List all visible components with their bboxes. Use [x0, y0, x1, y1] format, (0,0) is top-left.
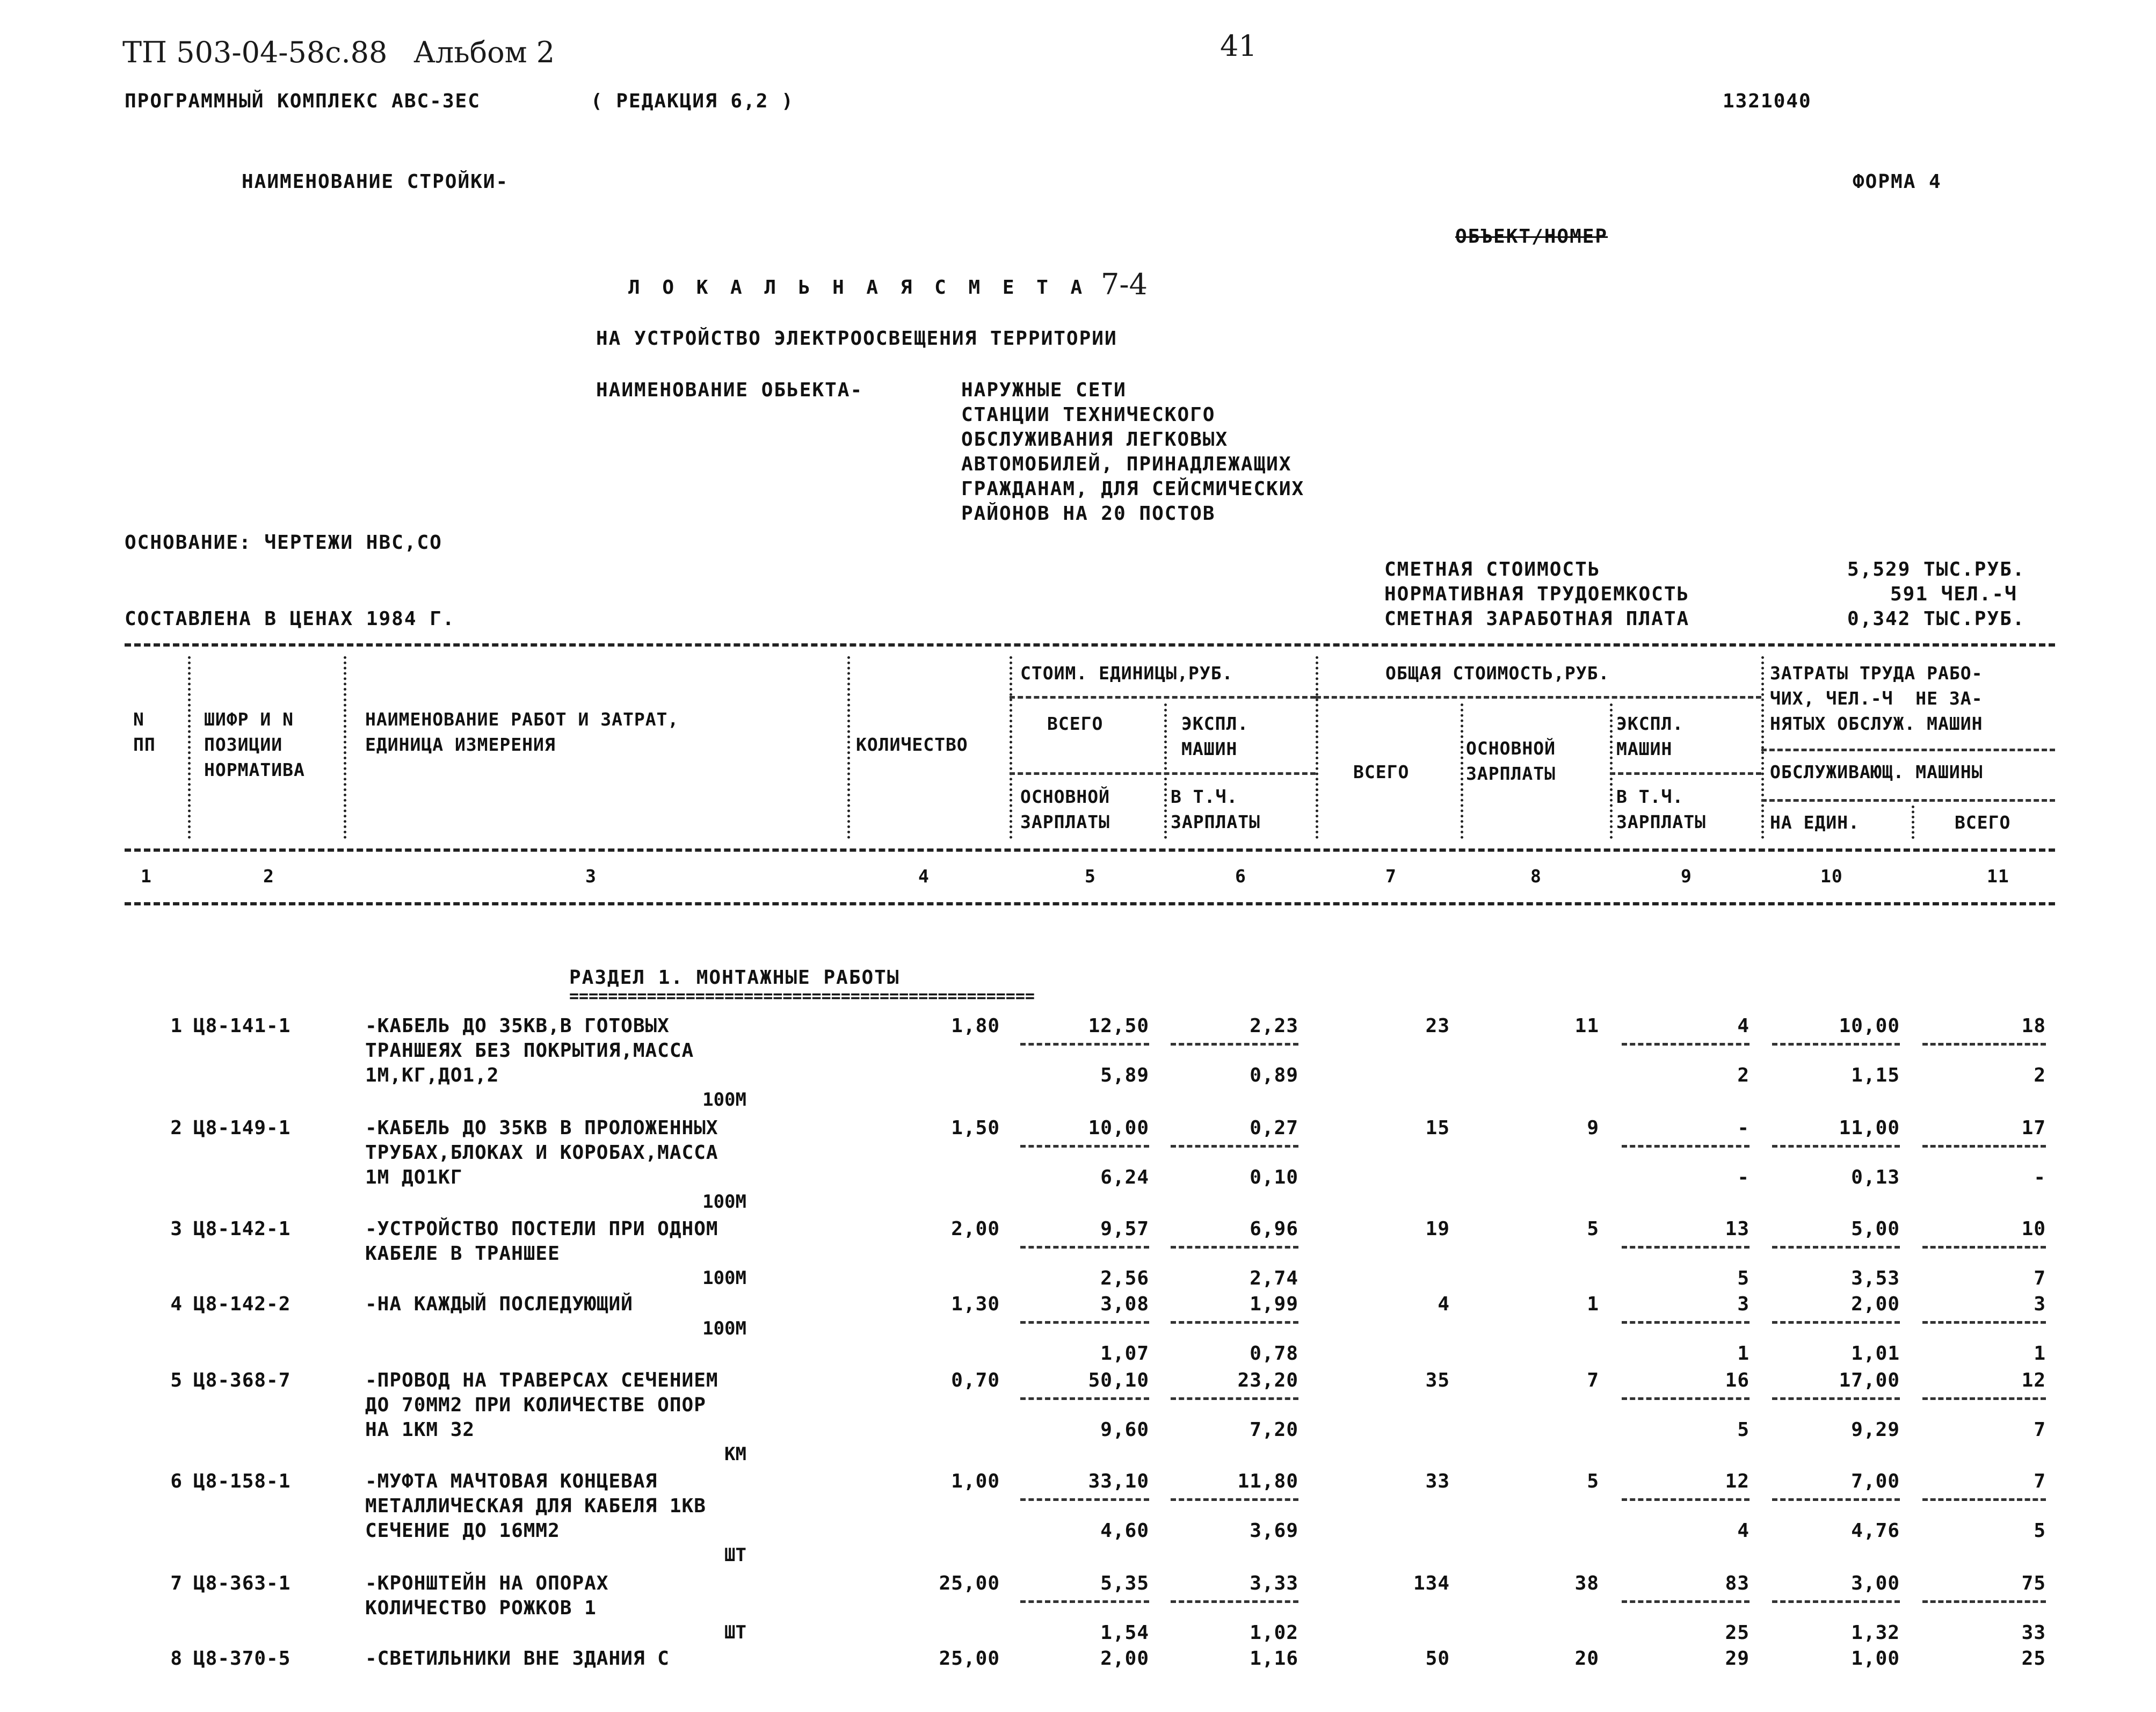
col-header-code: ШИФР И N ПОЗИЦИИ НОРМАТИВА: [204, 709, 305, 780]
labor-machines-per-unit: 1,32: [1851, 1622, 1900, 1644]
cell-divider: [1171, 1321, 1298, 1324]
prices-text: СОСТАВЛЕНА В ЦЕНАХ 1984 Г.: [125, 608, 455, 630]
unit-cost-machine: 3,33: [1250, 1572, 1298, 1594]
summary-value: 0,342 ТЫС.РУБ.: [1847, 608, 2026, 630]
col-separator: [1461, 703, 1463, 839]
total-machine-wage: 1: [1737, 1343, 1750, 1365]
total-machine: 4: [1737, 1015, 1750, 1037]
labor-machines-per-unit: 1,01: [1851, 1343, 1900, 1365]
cell-divider: [1922, 1145, 2046, 1148]
row-number: 2: [170, 1117, 183, 1139]
work-description: МЕТАЛЛИЧЕСКАЯ ДЛЯ КАБЕЛЯ 1КВ: [365, 1495, 706, 1517]
total-base-wage: 7: [1587, 1369, 1599, 1391]
measure-unit: ШТ: [724, 1544, 746, 1566]
cell-divider: [1171, 1600, 1298, 1603]
cell-divider: [1622, 1498, 1750, 1501]
total-machine-wage: 5: [1737, 1419, 1750, 1441]
total-machine-wage: 4: [1737, 1520, 1750, 1542]
col-header-description: НАИМЕНОВАНИЕ РАБОТ И ЗАТРАТ, ЕДИНИЦА ИЗМЕРЕНИЯ: [365, 709, 679, 755]
cell-divider: [1020, 1498, 1149, 1501]
cell-divider: [1922, 1321, 2046, 1324]
measure-unit: КМ: [724, 1443, 746, 1465]
quantity: 25,00: [939, 1572, 1000, 1594]
work-description: СЕЧЕНИЕ ДО 16ММ2: [365, 1520, 560, 1542]
quantity: 1,30: [951, 1293, 1000, 1315]
total-machine-wage: 25: [1725, 1622, 1750, 1644]
col-number: 8: [1530, 866, 1542, 887]
quantity: 0,70: [951, 1369, 1000, 1391]
work-description: -СВЕТИЛЬНИКИ ВНЕ ЗДАНИЯ С: [365, 1648, 670, 1670]
total-base-wage: 20: [1574, 1648, 1599, 1670]
unit-machine-wage: 2,74: [1250, 1267, 1298, 1289]
col-number: 2: [263, 866, 274, 887]
cell-divider: [1772, 1600, 1900, 1603]
col-header-unit-machine: ЭКСПЛ. МАШИН: [1181, 713, 1249, 759]
header-sub-rule: [1761, 749, 2055, 751]
cell-divider: [1020, 1246, 1149, 1249]
col-number: 9: [1681, 866, 1692, 887]
row-number: 7: [170, 1572, 183, 1594]
labor-per-unit: 11,00: [1839, 1117, 1900, 1139]
labor-total: 12: [2021, 1369, 2046, 1391]
cell-divider: [1772, 1043, 1900, 1046]
cell-divider: [1772, 1397, 1900, 1400]
measure-unit: 100М: [702, 1318, 746, 1339]
object-name-line: АВТОМОБИЛЕЙ, ПРИНАДЛЕЖАЩИХ: [961, 453, 1292, 475]
norm-code: Ц8-142-1: [193, 1218, 291, 1240]
col-number: 4: [918, 866, 930, 887]
total-machine: 3: [1737, 1293, 1750, 1315]
unit-cost-machine: 1,99: [1250, 1293, 1298, 1315]
col-separator: [847, 656, 850, 839]
labor-per-unit: 3,00: [1851, 1572, 1900, 1594]
cell-divider: [1171, 1397, 1298, 1400]
unit-base-wage: 4,60: [1100, 1520, 1149, 1542]
quantity: 2,00: [951, 1218, 1000, 1240]
unit-machine-wage: 3,69: [1250, 1520, 1298, 1542]
unit-cost-total: 2,00: [1100, 1648, 1149, 1670]
unit-cost-machine: 11,80: [1237, 1470, 1298, 1492]
summary-value: 5,529 ТЫС.РУБ.: [1847, 558, 2026, 581]
cell-divider: [1020, 1321, 1149, 1324]
norm-code: Ц8-370-5: [193, 1648, 291, 1670]
norm-code: Ц8-368-7: [193, 1369, 291, 1391]
col-header-quantity: КОЛИЧЕСТВО: [856, 734, 968, 755]
labor-machines-total: 5: [2034, 1520, 2046, 1542]
total-machine-wage: -: [1737, 1166, 1750, 1188]
row-number: 6: [170, 1470, 183, 1492]
col-header-unit-base-wage: ОСНОВНОЙ ЗАРПЛАТЫ: [1020, 786, 1110, 832]
labor-per-unit: 5,00: [1851, 1218, 1900, 1240]
labor-per-unit: 17,00: [1839, 1369, 1900, 1391]
total-cost: 35: [1425, 1369, 1450, 1391]
labor-machines-total: 7: [2034, 1419, 2046, 1441]
unit-cost-total: 12,50: [1088, 1015, 1149, 1037]
col-header-per-unit: НА ЕДИН.: [1770, 812, 1860, 833]
estimate-title: Л О К А Л Ь Н А Я С М Е Т А: [628, 277, 1088, 299]
sheet-id: 1321040: [1723, 90, 1812, 112]
summary-label: СМЕТНАЯ СТОИМОСТЬ: [1384, 558, 1601, 581]
header-sub-rule: [1010, 696, 1316, 699]
unit-cost-machine: 2,23: [1250, 1015, 1298, 1037]
work-description: -КАБЕЛЬ ДО 35КВ,В ГОТОВЫХ: [365, 1015, 670, 1037]
total-cost: 33: [1425, 1470, 1450, 1492]
labor-machines-total: 1: [2034, 1343, 2046, 1365]
unit-machine-wage: 0,78: [1250, 1343, 1298, 1365]
col-header-unit-incl-wage: В Т.Ч. ЗАРПЛАТЫ: [1171, 786, 1260, 832]
summary-label: СМЕТНАЯ ЗАРАБОТНАЯ ПЛАТА: [1384, 608, 1690, 630]
work-description: ТРУБАХ,БЛОКАХ И КОРОБАХ,МАССА: [365, 1142, 718, 1164]
unit-base-wage: 6,24: [1100, 1166, 1149, 1188]
object-name-line: ОБСЛУЖИВАНИЯ ЛЕГКОВЫХ: [961, 429, 1229, 451]
col-header-total-cost: ОБЩАЯ СТОИМОСТЬ,РУБ.: [1385, 663, 1610, 684]
summary-value: 591 ЧЕЛ.-Ч: [1890, 583, 2017, 605]
cell-divider: [1020, 1145, 1149, 1148]
work-description: -КАБЕЛЬ ДО 35КВ В ПРОЛОЖЕННЫХ: [365, 1117, 718, 1139]
unit-machine-wage: 1,02: [1250, 1622, 1298, 1644]
col-header-unit-all: ВСЕГО: [1047, 713, 1104, 734]
work-description: ТРАНШЕЯХ БЕЗ ПОКРЫТИЯ,МАССА: [365, 1040, 694, 1062]
labor-machines-per-unit: 4,76: [1851, 1520, 1900, 1542]
quantity: 1,80: [951, 1015, 1000, 1037]
col-header-n: N ПП: [133, 709, 156, 755]
labor-total: 10: [2021, 1218, 2046, 1240]
cell-divider: [1922, 1498, 2046, 1501]
unit-machine-wage: 0,89: [1250, 1064, 1298, 1086]
total-machine: 29: [1725, 1648, 1750, 1670]
col-separator: [1010, 656, 1012, 839]
unit-machine-wage: 0,10: [1250, 1166, 1298, 1188]
work-description: КОЛИЧЕСТВО РОЖКОВ 1: [365, 1597, 597, 1619]
labor-machines-total: 33: [2021, 1622, 2046, 1644]
header-sub-rule: [1610, 772, 1761, 775]
unit-base-wage: 1,54: [1100, 1622, 1149, 1644]
cell-divider: [1622, 1397, 1750, 1400]
labor-total: 25: [2021, 1648, 2046, 1670]
header-bottom-rule: [125, 902, 2055, 905]
form-number: ФОРМА 4: [1853, 171, 1942, 193]
total-base-wage: 9: [1587, 1117, 1599, 1139]
total-base-wage: 5: [1587, 1470, 1599, 1492]
labor-per-unit: 2,00: [1851, 1293, 1900, 1315]
work-description: -УСТРОЙСТВО ПОСТЕЛИ ПРИ ОДНОМ: [365, 1218, 718, 1240]
total-machine: 12: [1725, 1470, 1750, 1492]
quantity: 1,50: [951, 1117, 1000, 1139]
labor-total: 7: [2034, 1470, 2046, 1492]
unit-cost-machine: 23,20: [1237, 1369, 1298, 1391]
measure-unit: 100М: [702, 1191, 746, 1213]
labor-per-unit: 10,00: [1839, 1015, 1900, 1037]
unit-base-wage: 1,07: [1100, 1343, 1149, 1365]
work-description: -МУФТА МАЧТОВАЯ КОНЦЕВАЯ: [365, 1470, 658, 1492]
object-name-line: СТАНЦИИ ТЕХНИЧЕСКОГО: [961, 404, 1216, 426]
col-header-labor-machines: ОБСЛУЖИВАЮЩ. МАШИНЫ: [1770, 761, 1983, 782]
labor-machines-per-unit: 3,53: [1851, 1267, 1900, 1289]
col-number: 3: [585, 866, 597, 887]
labor-total: 75: [2021, 1572, 2046, 1594]
total-machine: 13: [1725, 1218, 1750, 1240]
labor-per-unit: 1,00: [1851, 1648, 1900, 1670]
row-number: 1: [170, 1015, 183, 1037]
basis-text: ОСНОВАНИЕ: ЧЕРТЕЖИ НВС,СО: [125, 532, 442, 554]
col-number: 10: [1820, 866, 1843, 887]
norm-code: Ц8-149-1: [193, 1117, 291, 1139]
total-cost: 19: [1425, 1218, 1450, 1240]
norm-code: Ц8-363-1: [193, 1572, 291, 1594]
labor-total: 3: [2034, 1293, 2046, 1315]
work-description: 1М ДО1КГ: [365, 1166, 463, 1188]
labor-machines-per-unit: 0,13: [1851, 1166, 1900, 1188]
col-header-total-machine: ЭКСПЛ. МАШИН: [1616, 713, 1684, 759]
col-number: 5: [1085, 866, 1096, 887]
cell-divider: [1622, 1145, 1750, 1148]
col-number: 11: [1987, 866, 2009, 887]
col-number: 6: [1235, 866, 1246, 887]
cell-divider: [1622, 1600, 1750, 1603]
col-separator: [1316, 656, 1318, 839]
summary-label: НОРМАТИВНАЯ ТРУДОЕМКОСТЬ: [1384, 583, 1690, 605]
col-header-total-incl-wage: В Т.Ч. ЗАРПЛАТЫ: [1616, 786, 1706, 832]
total-cost: 4: [1438, 1293, 1450, 1315]
construction-name-label: НАИМЕНОВАНИЕ СТРОЙКИ-: [242, 171, 509, 193]
col-separator: [1912, 806, 1914, 839]
norm-code: Ц8-141-1: [193, 1015, 291, 1037]
col-header-unit-cost: СТОИМ. ЕДИНИЦЫ,РУБ.: [1020, 663, 1233, 684]
cell-divider: [1622, 1246, 1750, 1249]
cell-divider: [1922, 1043, 2046, 1046]
labor-per-unit: 7,00: [1851, 1470, 1900, 1492]
col-separator: [1164, 703, 1167, 839]
col-header-total: ВСЕГО: [1955, 812, 2011, 833]
labor-machines-total: -: [2034, 1166, 2046, 1188]
cell-divider: [1772, 1145, 1900, 1148]
cell-divider: [1922, 1600, 2046, 1603]
header-sub-rule: [1761, 799, 2055, 802]
unit-cost-machine: 0,27: [1250, 1117, 1298, 1139]
measure-unit: 100М: [702, 1267, 746, 1289]
cell-divider: [1922, 1246, 2046, 1249]
total-cost: 23: [1425, 1015, 1450, 1037]
object-name-label: НАИМЕНОВАНИЕ ОБЬЕКТА-: [596, 379, 863, 401]
object-name-line: НАРУЖНЫЕ СЕТИ: [961, 379, 1127, 401]
header-top-rule: [125, 643, 2055, 647]
row-number: 4: [170, 1293, 183, 1315]
unit-cost-total: 50,10: [1088, 1369, 1149, 1391]
total-machine-wage: 5: [1737, 1267, 1750, 1289]
work-description: 1М,КГ,ДО1,2: [365, 1064, 499, 1086]
program-name: ПРОГРАММНЫЙ КОМПЛЕКС АВС-3ЕС: [125, 90, 481, 112]
col-number: 7: [1385, 866, 1397, 887]
quantity: 25,00: [939, 1648, 1000, 1670]
unit-cost-total: 5,35: [1100, 1572, 1149, 1594]
row-number: 8: [170, 1648, 183, 1670]
work-description: НА 1КМ 32: [365, 1419, 475, 1441]
labor-total: 18: [2021, 1015, 2046, 1037]
cell-divider: [1772, 1246, 1900, 1249]
cell-divider: [1020, 1600, 1149, 1603]
work-description: -КРОНШТЕЙН НА ОПОРАХ: [365, 1572, 609, 1594]
cell-divider: [1171, 1498, 1298, 1501]
total-machine: 16: [1725, 1369, 1750, 1391]
total-cost: 15: [1425, 1117, 1450, 1139]
total-cost: 50: [1425, 1648, 1450, 1670]
section-title: РАЗДЕЛ 1. МОНТАЖНЫЕ РАБОТЫ: [569, 967, 900, 989]
labor-machines-total: 7: [2034, 1267, 2046, 1289]
col-header-labor: ЗАТРАТЫ ТРУДА РАБО- ЧИХ, ЧЕЛ.-Ч НЕ ЗА- НЯТЫХ ОБСЛУЖ. МАШИН: [1770, 663, 1983, 734]
unit-cost-total: 10,00: [1088, 1117, 1149, 1139]
total-machine: -: [1737, 1117, 1750, 1139]
object-name-line: ГРАЖДАНАМ, ДЛЯ СЕЙСМИЧЕСКИХ: [961, 478, 1305, 500]
work-description: -НА КАЖДЫЙ ПОСЛЕДУЮЩИЙ: [365, 1293, 633, 1315]
section-underline: ================================================: [569, 987, 1035, 1006]
col-header-total-all: ВСЕГО: [1353, 761, 1410, 782]
total-base-wage: 1: [1587, 1293, 1599, 1315]
unit-cost-total: 33,10: [1088, 1470, 1149, 1492]
cell-divider: [1772, 1321, 1900, 1324]
total-base-wage: 11: [1574, 1015, 1599, 1037]
total-base-wage: 38: [1574, 1572, 1599, 1594]
labor-machines-per-unit: 9,29: [1851, 1419, 1900, 1441]
norm-code: Ц8-142-2: [193, 1293, 291, 1315]
unit-base-wage: 2,56: [1100, 1267, 1149, 1289]
unit-machine-wage: 7,20: [1250, 1419, 1298, 1441]
page-number: 41: [1220, 29, 1257, 63]
row-number: 3: [170, 1218, 183, 1240]
unit-base-wage: 9,60: [1100, 1419, 1149, 1441]
estimate-number: 7-4: [1101, 267, 1148, 301]
cell-divider: [1020, 1043, 1149, 1046]
object-name-line: РАЙОНОВ НА 20 ПОСТОВ: [961, 503, 1216, 525]
cell-divider: [1622, 1321, 1750, 1324]
object-stamp: ОБЪЕКТ/НОМЕР: [1455, 226, 1608, 248]
work-description: -ПРОВОД НА ТРАВЕРСАХ СЕЧЕНИЕМ: [365, 1369, 718, 1391]
cell-divider: [1020, 1397, 1149, 1400]
col-separator: [344, 656, 346, 839]
unit-cost-machine: 1,16: [1250, 1648, 1298, 1670]
norm-code: Ц8-158-1: [193, 1470, 291, 1492]
unit-base-wage: 5,89: [1100, 1064, 1149, 1086]
row-number: 5: [170, 1369, 183, 1391]
cell-divider: [1922, 1397, 2046, 1400]
work-description: КАБЕЛЕ В ТРАНШЕЕ: [365, 1243, 560, 1265]
unit-cost-total: 3,08: [1100, 1293, 1149, 1315]
labor-total: 17: [2021, 1117, 2046, 1139]
col-separator: [1761, 656, 1764, 839]
header-mid-rule: [125, 848, 2055, 852]
work-description: ДО 70ММ2 ПРИ КОЛИЧЕСТВЕ ОПОР: [365, 1394, 706, 1416]
cell-divider: [1171, 1043, 1298, 1046]
cell-divider: [1171, 1145, 1298, 1148]
cell-divider: [1171, 1246, 1298, 1249]
unit-cost-machine: 6,96: [1250, 1218, 1298, 1240]
cell-divider: [1772, 1498, 1900, 1501]
total-machine-wage: 2: [1737, 1064, 1750, 1086]
col-separator: [188, 656, 191, 839]
col-separator: [1610, 703, 1613, 839]
total-cost: 134: [1413, 1572, 1450, 1594]
doc-code: ТП 503-04-58с.88: [122, 35, 388, 69]
measure-unit: ШТ: [724, 1622, 746, 1643]
header-sub-rule: [1316, 696, 1761, 699]
cell-divider: [1622, 1043, 1750, 1046]
quantity: 1,00: [951, 1470, 1000, 1492]
estimate-subject: НА УСТРОЙСТВО ЭЛЕКТРООСВЕЩЕНИЯ ТЕРРИТОРИИ: [596, 328, 1117, 350]
measure-unit: 100М: [702, 1089, 746, 1111]
total-base-wage: 5: [1587, 1218, 1599, 1240]
total-machine: 83: [1725, 1572, 1750, 1594]
labor-machines-total: 2: [2034, 1064, 2046, 1086]
header-sub-rule: [1010, 772, 1316, 775]
unit-cost-total: 9,57: [1100, 1218, 1149, 1240]
labor-machines-per-unit: 1,15: [1851, 1064, 1900, 1086]
album-label: Альбом 2: [413, 35, 555, 69]
col-header-total-base-wage: ОСНОВНОЙ ЗАРПЛАТЫ: [1466, 738, 1556, 784]
col-number: 1: [141, 866, 152, 887]
program-edition: ( РЕДАКЦИЯ 6,2 ): [591, 90, 794, 112]
